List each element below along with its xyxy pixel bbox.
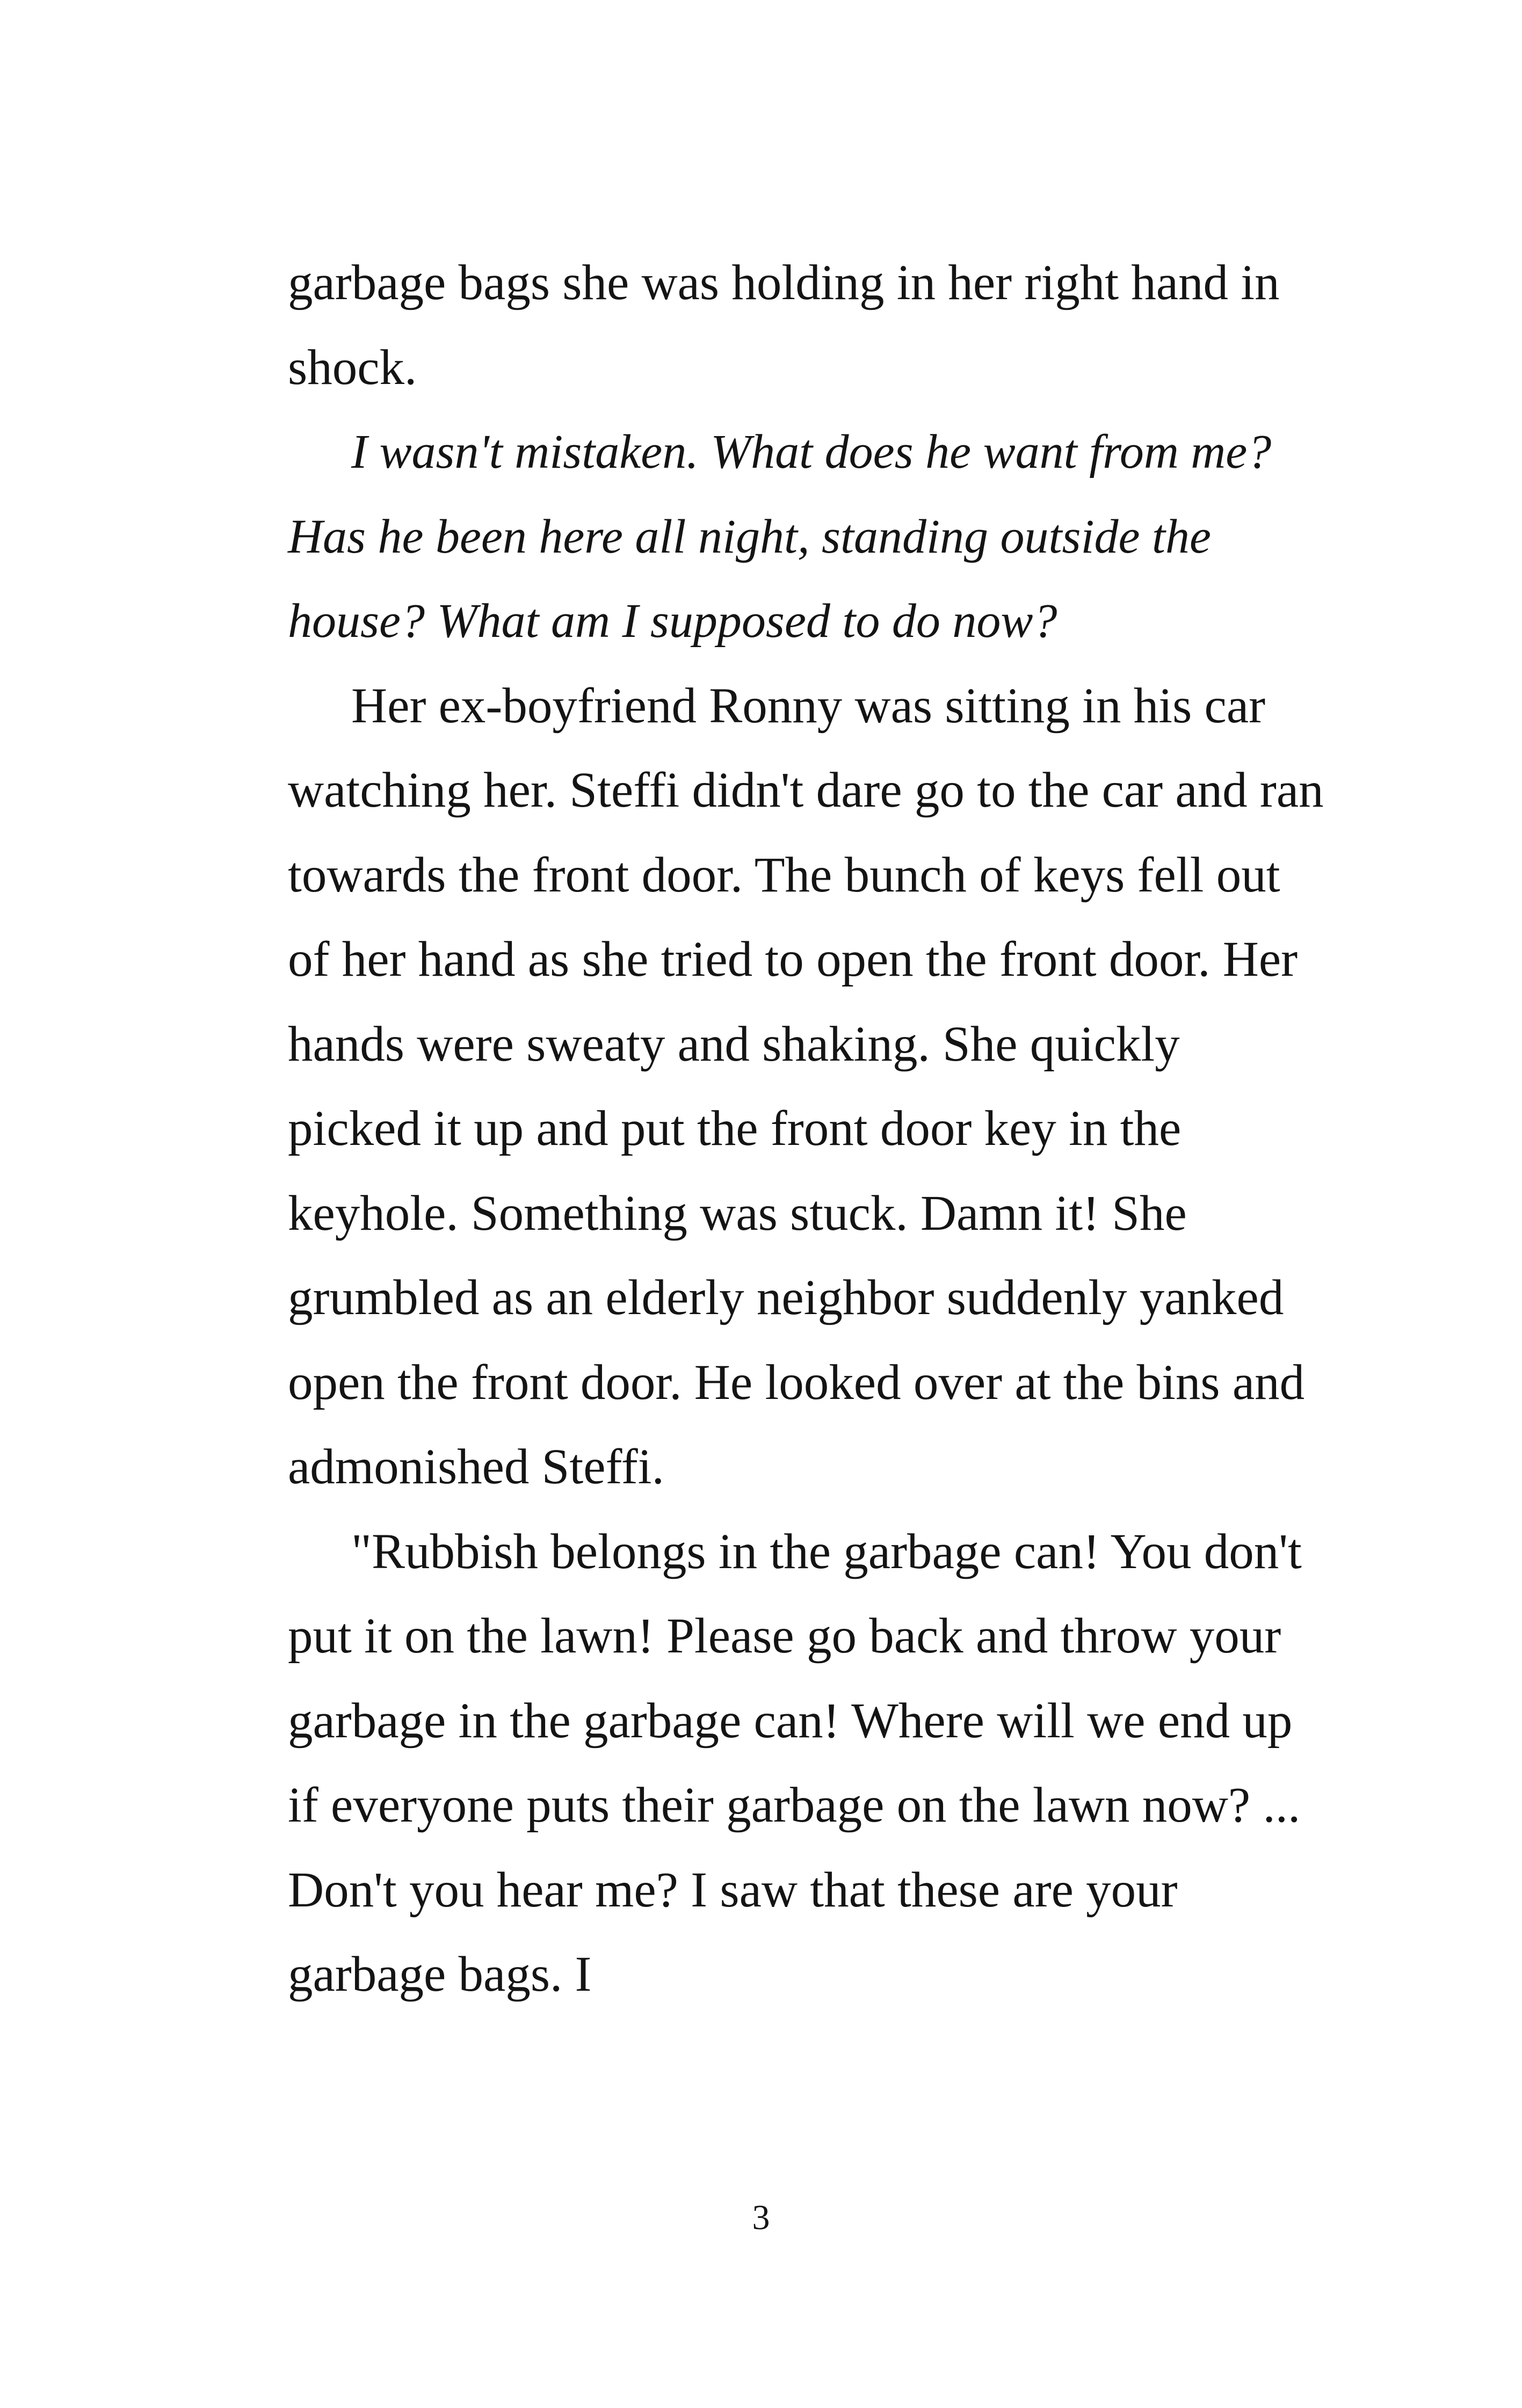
paragraph-continuation: garbage bags she was holding in her right hand in shock. <box>288 255 1280 395</box>
page-number: 3 <box>752 2198 770 2237</box>
paragraph-inner-thought: I wasn't mistaken. What does he want from me? Has he been here all night, standing outside the house? What am I supposed to do now? <box>288 425 1272 648</box>
paragraph-narration: Her ex-boyfriend Ronny was sitting in his car watching her. Steffi didn't dare go to the car and ran towards the front door. The bunch of keys fell out of her hand as she tried to open the front door. Her hands were sweaty and shaking. She quickly picked it up and put the front door key in the keyhole. Something was stuck. Damn it! She grumbled as an elderly neighbor suddenly yanked open the front door. He looked over at the bins and admonished Steffi. <box>288 678 1324 1495</box>
paragraph-dialogue: "Rubbish belongs in the garbage can! You don't put it on the lawn! Please go back and throw your garbage in the garbage can! Where will we end up if everyone puts their garbage on the lawn now? ... Don't you hear me? I saw that these are your garbage bags. I <box>288 1524 1302 2002</box>
body-text <box>288 241 1324 2017</box>
